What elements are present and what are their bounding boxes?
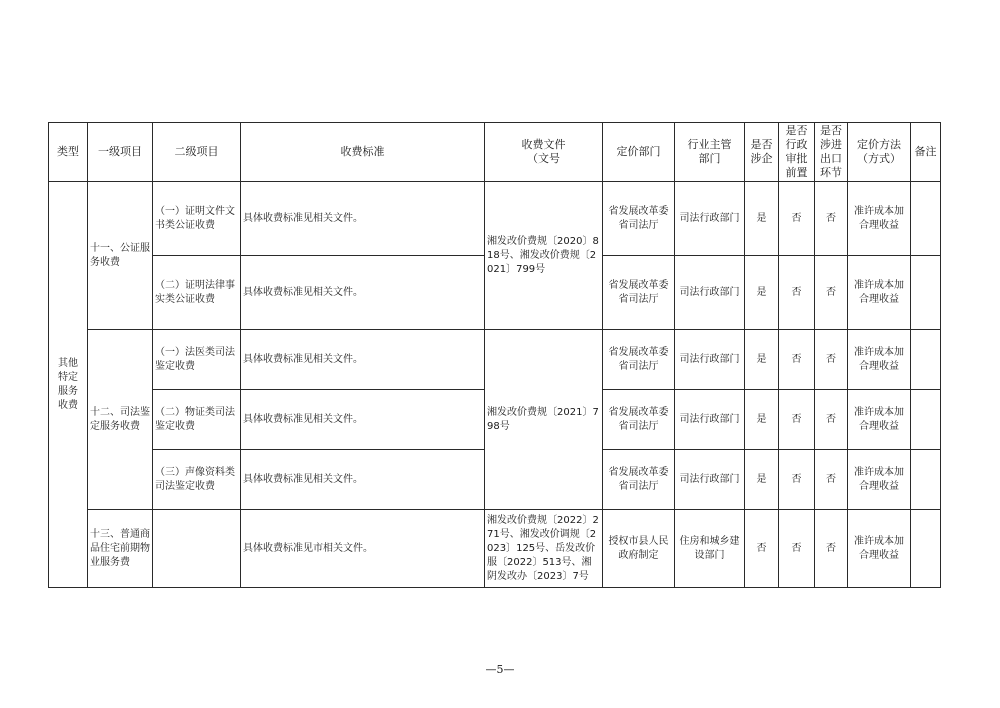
header-pricing-dept: 定价部门	[603, 123, 675, 182]
remark-cell	[911, 330, 941, 390]
enterprise-cell: 是	[745, 256, 779, 330]
import-export-cell: 否	[815, 256, 848, 330]
pricing-dept-cell: 授权市县人民政府制定	[603, 510, 675, 588]
pricing-dept-cell: 省发展改革委 省司法厅	[603, 182, 675, 256]
approval-cell: 否	[779, 256, 815, 330]
import-export-cell: 否	[815, 510, 848, 588]
header-remark: 备注	[911, 123, 941, 182]
header-method: 定价方法 （方式）	[848, 123, 911, 182]
standard-cell: 具体收费标准见相关文件。	[241, 256, 485, 330]
header-enterprise: 是否 涉企	[745, 123, 779, 182]
file-cell: 湘发改价费规〔2022〕271号、湘发改价调规〔2023〕125号、岳发改价服〔2022〕513号、湘阴发改办〔2023〕7号	[485, 510, 603, 588]
industry-dept-cell: 司法行政部门	[675, 182, 745, 256]
approval-cell: 否	[779, 182, 815, 256]
header-type: 类型	[49, 123, 88, 182]
import-export-cell: 否	[815, 330, 848, 390]
header-level1: 一级项目	[88, 123, 153, 182]
header-approval: 是否 行政 审批 前置	[779, 123, 815, 182]
standard-cell: 具体收费标准见相关文件。	[241, 330, 485, 390]
enterprise-cell: 否	[745, 510, 779, 588]
table-row	[49, 330, 941, 390]
method-cell: 准许成本加合理收益	[848, 330, 911, 390]
import-export-cell: 否	[815, 450, 848, 510]
enterprise-cell: 是	[745, 182, 779, 256]
fee-table	[48, 122, 941, 588]
pricing-dept-cell: 省发展改革委 省司法厅	[603, 330, 675, 390]
pricing-dept-cell: 省发展改革委 省司法厅	[603, 450, 675, 510]
method-cell: 准许成本加合理收益	[848, 182, 911, 256]
table-row	[49, 510, 941, 588]
header-file: 收费文件 （文号	[485, 123, 603, 182]
header-level2: 二级项目	[153, 123, 241, 182]
level1-cell: 十三、普通商品住宅前期物业服务费	[88, 510, 153, 588]
level2-cell: （一）法医类司法鉴定收费	[153, 330, 241, 390]
method-cell: 准许成本加合理收益	[848, 390, 911, 450]
approval-cell: 否	[779, 390, 815, 450]
pricing-dept-cell: 省发展改革委 省司法厅	[603, 390, 675, 450]
standard-cell: 具体收费标准见相关文件。	[241, 182, 485, 256]
standard-cell: 具体收费标准见相关文件。	[241, 450, 485, 510]
method-cell: 准许成本加合理收益	[848, 450, 911, 510]
industry-dept-cell: 住房和城乡建设部门	[675, 510, 745, 588]
import-export-cell: 否	[815, 182, 848, 256]
file-cell: 湘发改价费规〔2021〕798号	[485, 330, 603, 510]
import-export-cell: 否	[815, 390, 848, 450]
remark-cell	[911, 450, 941, 510]
category-cell: 其他 特定 服务 收费	[49, 182, 88, 588]
enterprise-cell: 是	[745, 390, 779, 450]
file-cell: 湘发改价费规〔2020〕818号、湘发改价费规〔2021〕799号	[485, 182, 603, 330]
pricing-dept-cell: 省发展改革委 省司法厅	[603, 256, 675, 330]
table-row	[49, 182, 941, 256]
method-cell: 准许成本加合理收益	[848, 510, 911, 588]
enterprise-cell: 是	[745, 330, 779, 390]
level2-cell	[153, 510, 241, 588]
level2-cell: （二）证明法律事实类公证收费	[153, 256, 241, 330]
industry-dept-cell: 司法行政部门	[675, 450, 745, 510]
level2-cell: （二）物证类司法鉴定收费	[153, 390, 241, 450]
remark-cell	[911, 510, 941, 588]
header-standard: 收费标准	[241, 123, 485, 182]
industry-dept-cell: 司法行政部门	[675, 390, 745, 450]
approval-cell: 否	[779, 510, 815, 588]
industry-dept-cell: 司法行政部门	[675, 330, 745, 390]
enterprise-cell: 是	[745, 450, 779, 510]
approval-cell: 否	[779, 330, 815, 390]
level2-cell: （一）证明文件文书类公证收费	[153, 182, 241, 256]
remark-cell	[911, 182, 941, 256]
level1-cell: 十一、公证服务收费	[88, 182, 153, 330]
header-import-export: 是否 涉进 出口 环节	[815, 123, 848, 182]
industry-dept-cell: 司法行政部门	[675, 256, 745, 330]
level1-cell: 十二、司法鉴定服务收费	[88, 330, 153, 510]
header-row	[49, 123, 941, 182]
approval-cell: 否	[779, 450, 815, 510]
standard-cell: 具体收费标准见市相关文件。	[241, 510, 485, 588]
level2-cell: （三）声像资料类司法鉴定收费	[153, 450, 241, 510]
standard-cell: 具体收费标准见相关文件。	[241, 390, 485, 450]
header-industry-dept: 行业主管 部门	[675, 123, 745, 182]
remark-cell	[911, 390, 941, 450]
method-cell: 准许成本加合理收益	[848, 256, 911, 330]
remark-cell	[911, 256, 941, 330]
page-number: —5—	[485, 663, 515, 676]
